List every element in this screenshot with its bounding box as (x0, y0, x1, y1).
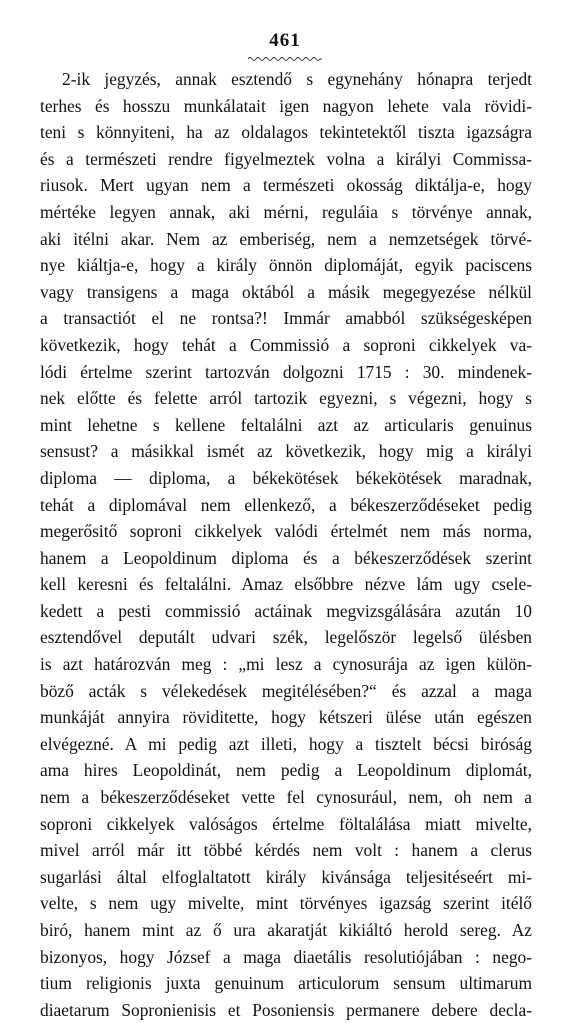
text-line: mint lehetne s kellene feltalálni azt az articularis genuinus (40, 414, 532, 435)
text-line: munkáját annyira röviditette, hogy kétszeri ülése után egészen (40, 707, 532, 728)
text-line: riusok. Mert ugyan nem a természeti okosság diktálja-e, hogy (40, 175, 532, 196)
text-line: tehát a diplomával nem ellenkező, a békeszerződéseket pedig (40, 494, 532, 515)
text-line: kell keresni és feltalálni. Amaz elsőbbre nézve lám ugy csele- (40, 574, 532, 595)
text-line: nek előtte és felette arról tartozik egyezni, s végezni, hogy s (40, 388, 532, 409)
text-line: sugarlási által elfoglaltatott király kivánsága teljesitéseért mi- (40, 866, 532, 887)
text-line: ama hires Leopoldinát, nem pedig a Leopoldinum diplomát, (40, 760, 532, 781)
text-line: aki itélni akar. Nem az emberiség, nem a nemzetségek törvé- (40, 228, 532, 249)
page-number: 461 (269, 30, 301, 51)
text-line: kedett a pesti commissió actáinak megvizsgálására azután 10 (40, 600, 532, 621)
text-line: és a természeti rendre figyelmeztek volna a királyi Commissa- (40, 148, 532, 169)
text-line: terhes és hosszu munkálatait igen nagyon lehete vala rövidi- (40, 95, 532, 116)
text-line: mértéke legyen annak, aki mérni, reguláia s törvénye annak, (40, 201, 532, 222)
text-line: velte, s nem ugy mivelte, mint törvényes igazság szerint itélő (40, 893, 532, 914)
text-line: a transactiót el ne rontsa?! Immár amabból szükségesképen (40, 308, 532, 329)
text-line: diaetarum Sopronienisis et Posoniensis permanere debere decla- (40, 999, 532, 1020)
text-line: böző acták s vélekedések megitélésében?“ és azzal a maga (40, 680, 532, 701)
text-line: teni s könnyiteni, ha az oldalagos tekintetektől tiszta igazságra (40, 122, 532, 143)
text-line: elvégezné. A mi pedig azt illeti, hogy a tisztelt bécsi biróság (40, 733, 532, 754)
text-line: mivel arról már itt többé kérdés nem volt : hanem a clerus (40, 840, 532, 861)
text-line: megerősitő soproni cikkelyek valódi értelmét nem más norma, (40, 521, 532, 542)
text-line: sensust? a másikkal ismét az következik, hogy mig a királyi (40, 441, 532, 462)
ornament-rule (248, 56, 322, 62)
text-line: biró, hanem mint az ő ura akaratját kikiáltó herold sereg. Az (40, 920, 532, 940)
text-line: lódi értelme szerint tartozván dolgozni 1715 : 30. mindenek- (40, 361, 532, 382)
text-line: tium religionis juxta genuinum articulorum sensum ultimarum (40, 973, 532, 994)
text-line: vagy transigens a maga oktából a másik megegyezése nélkül (40, 281, 532, 302)
text-line: soproni cikkelyek valóságos értelme föltalálása miatt mivelte, (40, 813, 532, 834)
text-line: bizonyos, hogy József a maga diaetális resolutiójában : nego- (40, 946, 532, 967)
text-line: 2-ik jegyzés, annak esztendő s egynehány hónapra terjedt (62, 69, 532, 89)
text-line: nem a békeszerződéseket vette fel cynosurául, nem, oh nem a (40, 787, 532, 808)
text-line: esztendővel deputált udvari szék, legelőször legelső ülésben (40, 627, 532, 648)
body-text (40, 66, 532, 1023)
text-line: diploma — diploma, a békekötések békekötések maradnak, (40, 467, 532, 488)
text-line: hanem a Leopoldinum diploma és a békeszerződések szerint (40, 547, 532, 568)
text-line: is azt határozván meg : „mi lesz a cynosurája az igen külön- (40, 654, 532, 675)
text-line: nye kiáltja-e, hogy a király önnön diplomáját, egyik paciscens (40, 255, 532, 276)
text-line: következik, hogy tehát a Commissió a soproni cikkelyek va- (40, 334, 532, 355)
